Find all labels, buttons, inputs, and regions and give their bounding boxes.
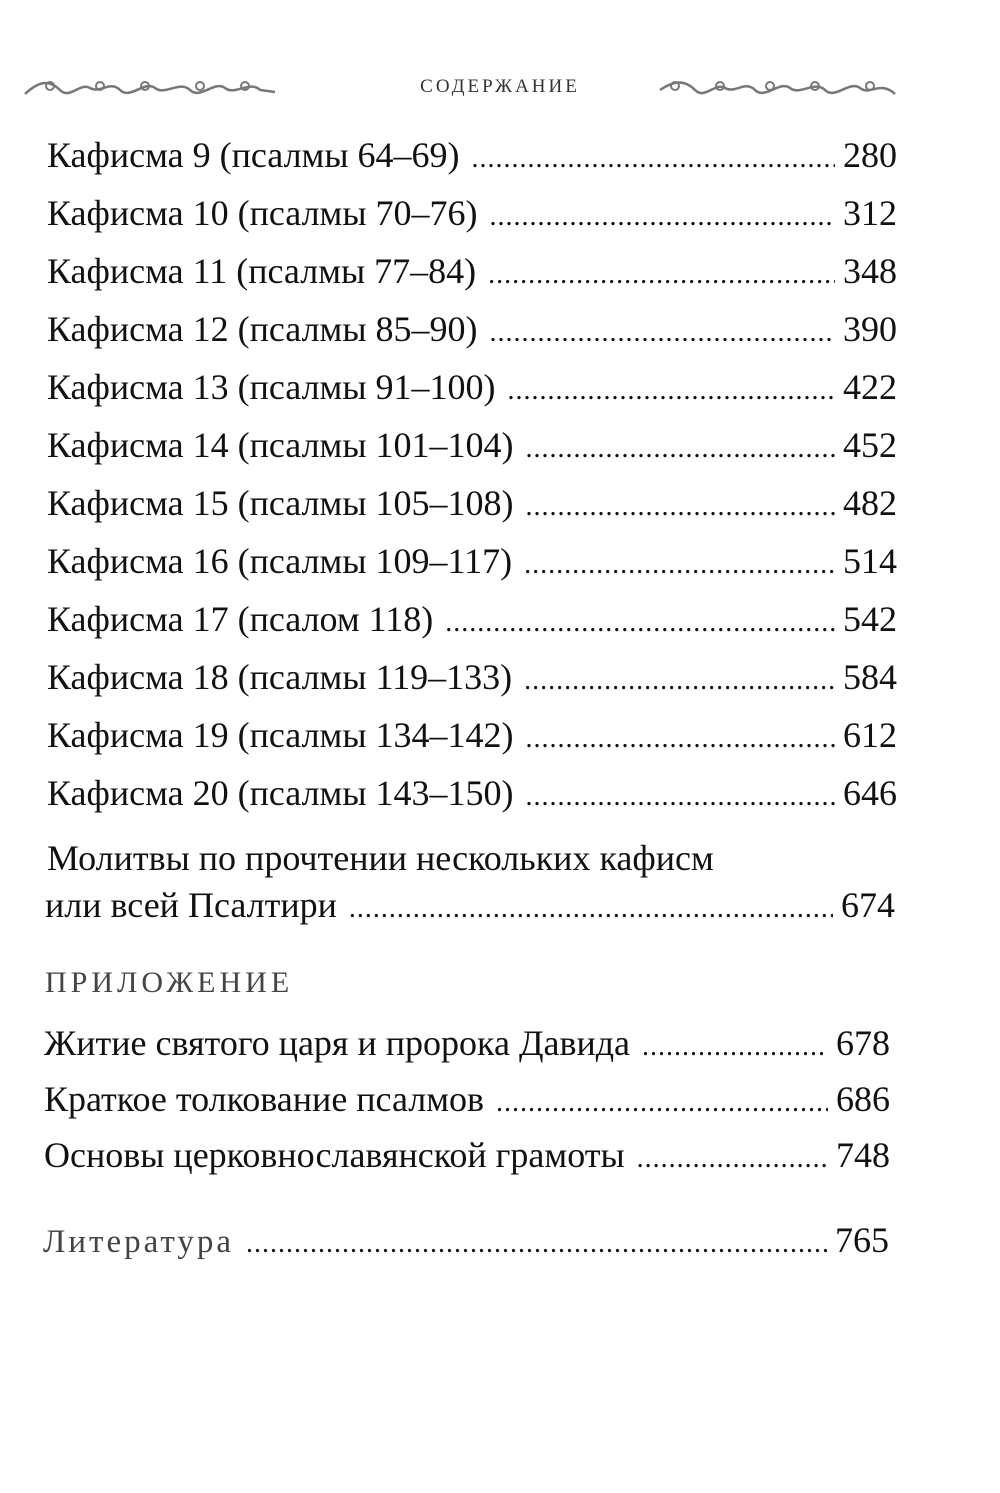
entry-page: 452 — [843, 425, 897, 465]
toc-entry[interactable] — [47, 425, 897, 469]
toc-entry[interactable] — [47, 309, 897, 353]
entry-page: 612 — [843, 715, 897, 755]
toc-entry[interactable] — [47, 483, 897, 527]
entry-page: 686 — [836, 1079, 890, 1119]
entry-title: Краткое толкование псалмов — [44, 1079, 485, 1119]
dot-leader — [524, 545, 835, 585]
entry-title: Кафисма 12 (псалмы 85–90) — [47, 309, 478, 349]
dot-leader — [642, 1027, 828, 1067]
entry-page: 542 — [843, 599, 897, 639]
entry-title: Кафисма 10 (псалмы 70–76) — [47, 193, 478, 233]
entry-page: 584 — [843, 657, 897, 697]
dot-leader — [524, 661, 835, 701]
dot-leader — [496, 1083, 828, 1123]
appendix-heading: ПРИЛОЖЕНИЕ — [45, 966, 294, 999]
dot-leader — [472, 139, 836, 179]
entry-page: 280 — [843, 135, 897, 175]
entry-title: Кафисма 20 (псалмы 143–150) — [47, 773, 514, 813]
dot-leader — [349, 889, 833, 929]
header-title: СОДЕРЖАНИЕ — [420, 76, 580, 97]
running-header — [0, 70, 1000, 110]
dot-leader — [526, 777, 836, 817]
entry-page: 312 — [843, 193, 897, 233]
toc-entry[interactable] — [47, 773, 897, 817]
entry-title: Кафисма 16 (псалмы 109–117) — [47, 541, 513, 581]
toc-entry[interactable] — [47, 599, 897, 643]
dot-leader — [246, 1224, 827, 1264]
dot-leader — [526, 719, 836, 759]
entry-page: 422 — [843, 367, 897, 407]
dot-leader — [490, 197, 836, 237]
entry-title: Кафисма 18 (псалмы 119–133) — [47, 657, 513, 697]
entry-page: 390 — [843, 309, 897, 349]
entry-title: или всей Псалтири — [45, 885, 337, 925]
entry-page: 646 — [843, 773, 897, 813]
entry-page: 482 — [843, 483, 897, 523]
dot-leader — [526, 487, 836, 527]
entry-title: Кафисма 17 (псалом 118) — [47, 599, 434, 639]
dot-leader — [445, 603, 835, 643]
ornament-right-icon — [655, 76, 900, 98]
toc-entry[interactable] — [44, 1135, 890, 1179]
toc-entry[interactable] — [47, 251, 897, 295]
entry-title: Кафисма 15 (псалмы 105–108) — [47, 483, 514, 523]
toc-entry-literature[interactable] — [43, 1220, 889, 1264]
entry-page: 514 — [843, 541, 897, 581]
dot-leader — [526, 429, 836, 469]
toc-entry[interactable] — [44, 1023, 890, 1067]
toc-entry[interactable] — [44, 1079, 890, 1123]
toc-entry-prayers[interactable] — [45, 885, 895, 929]
toc-entry[interactable] — [47, 541, 897, 585]
entry-title: Основы церковнославянской грамоты — [44, 1135, 625, 1175]
entry-page: 678 — [836, 1023, 890, 1063]
toc-entry[interactable] — [47, 193, 897, 237]
entry-page: 765 — [835, 1220, 889, 1260]
entry-page: 748 — [836, 1135, 890, 1175]
entry-title: Кафисма 19 (псалмы 134–142) — [47, 715, 514, 755]
entry-title: Житие святого царя и пророка Давида — [44, 1023, 631, 1063]
toc-entry[interactable] — [47, 135, 897, 179]
entry-page: 348 — [843, 251, 897, 291]
toc-entry[interactable] — [47, 715, 897, 759]
entry-page: 674 — [841, 885, 895, 925]
dot-leader — [490, 313, 836, 353]
toc-entry[interactable] — [47, 367, 897, 411]
dot-leader — [488, 255, 835, 295]
dot-leader — [508, 371, 836, 411]
entry-title: Кафисма 13 (псалмы 91–100) — [47, 367, 496, 407]
prayers-title-line1: Молитвы по прочтении нескольких кафисм — [47, 838, 714, 878]
entry-title: Кафисма 14 (псалмы 101–104) — [47, 425, 514, 465]
dot-leader — [637, 1139, 828, 1179]
entry-title: Кафисма 9 (псалмы 64–69) — [47, 135, 460, 175]
toc-entry[interactable] — [47, 657, 897, 701]
entry-title: Литература — [43, 1224, 235, 1260]
entry-title: Кафисма 11 (псалмы 77–84) — [47, 251, 477, 291]
